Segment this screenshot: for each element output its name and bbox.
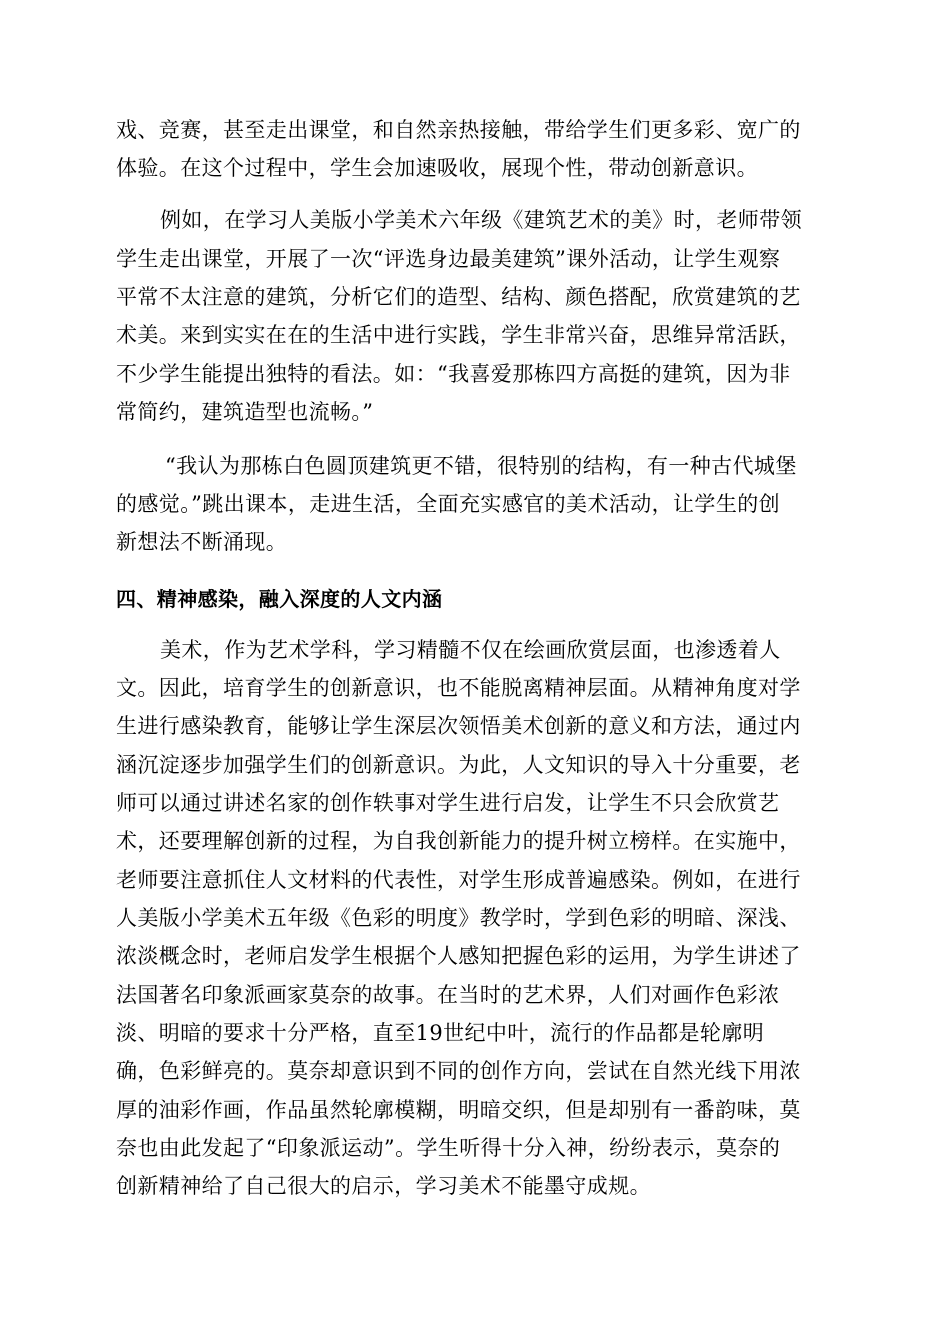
paragraph-4-line-6: 术，还要理解创新的过程，为自我创新能力的提升树立榜样。在实施中， [116,829,801,853]
paragraph-2-line-5: 不少学生能提出独特的看法。如：“我喜爱那栋四方高挺的建筑，因为非 [116,362,791,386]
paragraph-3-line-3: 新想法不断涌现。 [116,530,288,554]
paragraph-2-line-6: 常简约，建筑造型也流畅。” [116,400,374,424]
section-heading: 四、精神感染，融入深度的人文内涵 [116,587,443,611]
paragraph-3-line-1: “我认为那栋白色圆顶建筑更不错，很特别的结构，有一种古代城堡 [165,454,797,478]
paragraph-2-line-2: 学生走出课堂，开展了一次“评选身边最美建筑”课外活动，让学生观察 [116,247,781,271]
paragraph-4-line-7: 老师要注意抓住人文材料的代表性，对学生形成普遍感染。例如，在进行 [116,868,801,892]
paragraph-4-line-10: 法国著名印象派画家莫奈的故事。在当时的艺术界，人们对画作色彩浓 [116,983,780,1007]
paragraph-4-line-13: 厚的油彩作画，作品虽然轮廓模糊，明暗交织，但是却别有一番韵味，莫 [116,1098,801,1122]
paragraph-4-line-11: 淡、明暗的要求十分严格，直至19世纪中叶，流行的作品都是轮廓明 [116,1021,765,1045]
paragraph-4-line-8: 人美版小学美术五年级《色彩的明度》教学时，学到色彩的明暗、深浅、 [116,906,801,930]
paragraph-4-line-9: 浓淡概念时，老师启发学生根据个人感知把握色彩的运用，为学生讲述了 [116,944,801,968]
paragraph-3-line-2: 的感觉。”跳出课本，走进生活，全面充实感官的美术活动，让学生的创 [116,492,781,516]
paragraph-2-line-1: 例如，在学习人美版小学美术六年级《建筑艺术的美》时，老师带领 [160,208,802,232]
paragraph-4-line-2: 文。因此，培育学生的创新意识，也不能脱离精神层面。从精神角度对学 [116,676,801,700]
paragraph-2-line-3: 平常不太注意的建筑，分析它们的造型、结构、颜色搭配，欣赏建筑的艺 [116,285,801,309]
paragraph-1-line-1: 戏、竞赛，甚至走出课堂，和自然亲热接触，带给学生们更多彩、宽广的 [116,118,801,142]
paragraph-4-line-1: 美术，作为艺术学科，学习精髓不仅在绘画欣赏层面，也渗透着人 [160,638,781,662]
paragraph-4-line-14: 奈也由此发起了“印象派运动”。学生听得十分入神，纷纷表示，莫奈的 [116,1136,781,1160]
paragraph-1-line-2: 体验。在这个过程中，学生会加速吸收，展现个性，带动创新意识。 [116,156,758,180]
paragraph-4-line-12: 确，色彩鲜亮的。莫奈却意识到不同的创作方向，尝试在自然光线下用浓 [116,1059,801,1083]
paragraph-4-line-3: 生进行感染教育，能够让学生深层次领悟美术创新的意义和方法，通过内 [116,714,801,738]
paragraph-4-line-15: 创新精神给了自己很大的启示，学习美术不能墨守成规。 [116,1174,651,1198]
paragraph-4-line-5: 师可以通过讲述名家的创作轶事对学生进行启发，让学生不只会欣赏艺 [116,791,780,815]
paragraph-4-line-4: 涵沉淀逐步加强学生们的创新意识。为此，人文知识的导入十分重要，老 [116,753,801,777]
paragraph-2-line-4: 术美。来到实实在在的生活中进行实践，学生非常兴奋，思维异常活跃， [116,323,801,347]
